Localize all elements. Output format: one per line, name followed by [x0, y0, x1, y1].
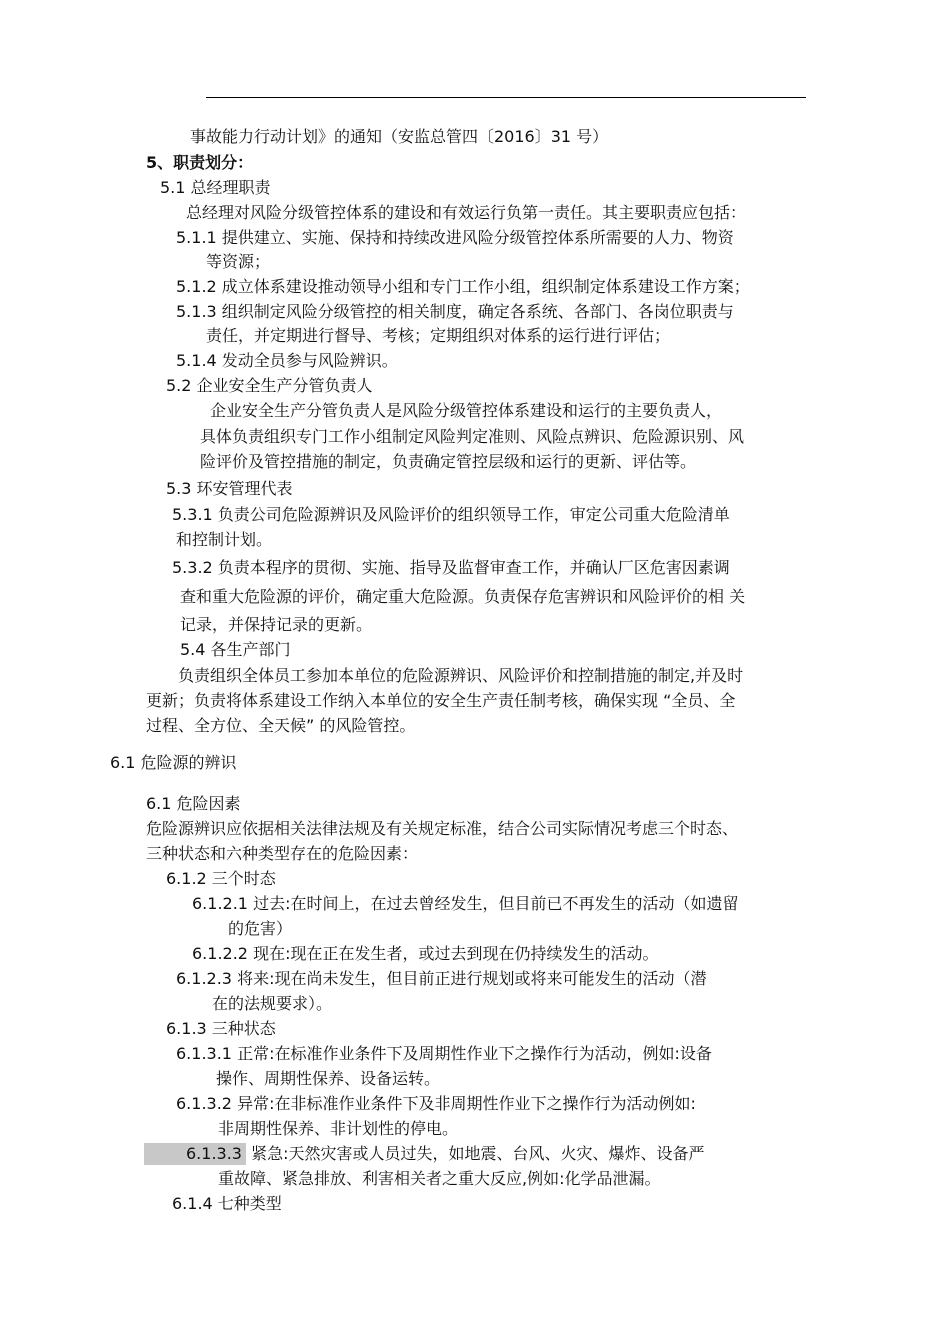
- text-line: 总经理对风险分级管控体系的建设和有效运行负第一责任。其主要职责应包括：: [186, 203, 747, 222]
- text-line: 6.1.2.3 将来:现在尚未发生，但目前正进行规划或将来可能发生的活动（潜: [176, 969, 707, 988]
- text-line: 5.1.3 组织制定风险分级管控的相关制度，确定各系统、各部门、各岗位职责与: [176, 302, 734, 321]
- text-line: 5.3.1 负责公司危险源辨识及风险评价的组织领导工作，审定公司重大危险清单: [172, 505, 730, 524]
- text-line: 险评价及管控措施的制定，负责确定管控层级和运行的更新、评估等。: [200, 452, 697, 471]
- text-line: 等资源；: [206, 252, 271, 271]
- text-line: 记录，并保持记录的更新。: [180, 615, 373, 634]
- text-line: 6.1.2.1 过去:在时间上，在过去曾经发生，但目前已不再发生的活动（如遗留: [192, 894, 739, 913]
- subsection-heading: 6.1.2 三个时态: [166, 869, 276, 888]
- text-line: 更新；负责将体系建设工作纳入本单位的安全生产责任制考核，确保实现 “全员、全: [146, 691, 736, 710]
- subsection-heading: 5.1 总经理职责: [160, 178, 271, 197]
- text-line: 三种状态和六种类型存在的危险因素：: [146, 844, 419, 863]
- subsection-heading: 5.2 企业安全生产分管负责人: [166, 376, 373, 395]
- text-line: 过程、全方位、全天候” 的风险管控。: [146, 716, 416, 735]
- subsection-heading: 6.1.3 三种状态: [166, 1019, 276, 1038]
- text-line: 和控制计划。: [176, 530, 273, 549]
- text-line: 6.1.3.2 异常:在非标准作业条件下及非周期性作业下之操作行为活动例如:: [176, 1094, 696, 1113]
- text-line: 责任，并定期进行督导、考核；定期组织对体系的运行进行评估；: [206, 326, 671, 345]
- text-line: 紧急:天然灾害或人员过失，如地震、台风、火灾、爆炸、设备严: [245, 1144, 705, 1163]
- highlighted-number: 6.1.3.3: [144, 1143, 246, 1165]
- text-line: 危险源辨识应依据相关法律法规及有关规定标准，结合公司实际情况考虑三个时态、: [146, 819, 739, 838]
- section-heading: 6.1 危险源的辨识: [110, 753, 237, 772]
- text-line: 查和重大危险源的评价，确定重大危险源。负责保存危害辨识和风险评价的相 关: [180, 587, 746, 606]
- header-rule: [206, 97, 806, 98]
- text-line: 5.3.2 负责本程序的贯彻、实施、指导及监督审查工作，并确认厂区危害因素调: [172, 558, 730, 577]
- text-line: 具体负责组织专门工作小组制定风险判定准则、风险点辨识、危险源识别、风: [200, 427, 745, 446]
- subsection-heading: 5.4 各生产部门: [180, 640, 291, 659]
- text-line: 5.1.1 提供建立、实施、保持和持续改进风险分级管控体系所需要的人力、物资: [176, 228, 734, 247]
- text-line: 操作、周期性保养、设备运转。: [216, 1069, 441, 1088]
- text-line: 事故能力行动计划》的通知（安监总管四〔2016〕31 号）: [190, 127, 609, 146]
- subsection-heading: 6.1 危险因素: [146, 794, 241, 813]
- subsection-heading: 5.3 环安管理代表: [166, 479, 293, 498]
- text-line: 企业安全生产分管负责人是风险分级管控体系建设和运行的主要负责人，: [210, 401, 723, 420]
- text-line: 6.1.3.1 正常:在标准作业条件下及周期性作业下之操作行为活动，例如:设备: [176, 1044, 712, 1063]
- highlighted-line: [186, 1143, 704, 1165]
- text-line: 6.1.2.2 现在:现在正在发生者，或过去到现在仍持续发生的活动。: [192, 944, 659, 963]
- text-line: 重故障、紧急排放、利害相关者之重大反应,例如:化学品泄漏。: [218, 1169, 661, 1188]
- subsection-heading: 6.1.4 七种类型: [172, 1194, 282, 1213]
- text-line: 负责组织全体员工参加本单位的危险源辨识、风险评价和控制措施的制定,并及时: [178, 666, 744, 685]
- text-line: 5.1.2 成立体系建设推动领导小组和专门工作小组，组织制定体系建设工作方案；: [176, 277, 750, 296]
- text-line: 在的法规要求）。: [212, 994, 333, 1013]
- text-line: 的危害）: [228, 919, 293, 938]
- text-line: 5.1.4 发动全员参与风险辨识。: [176, 351, 398, 370]
- text-line: 非周期性保养、非计划性的停电。: [218, 1119, 459, 1138]
- section-heading: 5、职责划分：: [146, 153, 254, 172]
